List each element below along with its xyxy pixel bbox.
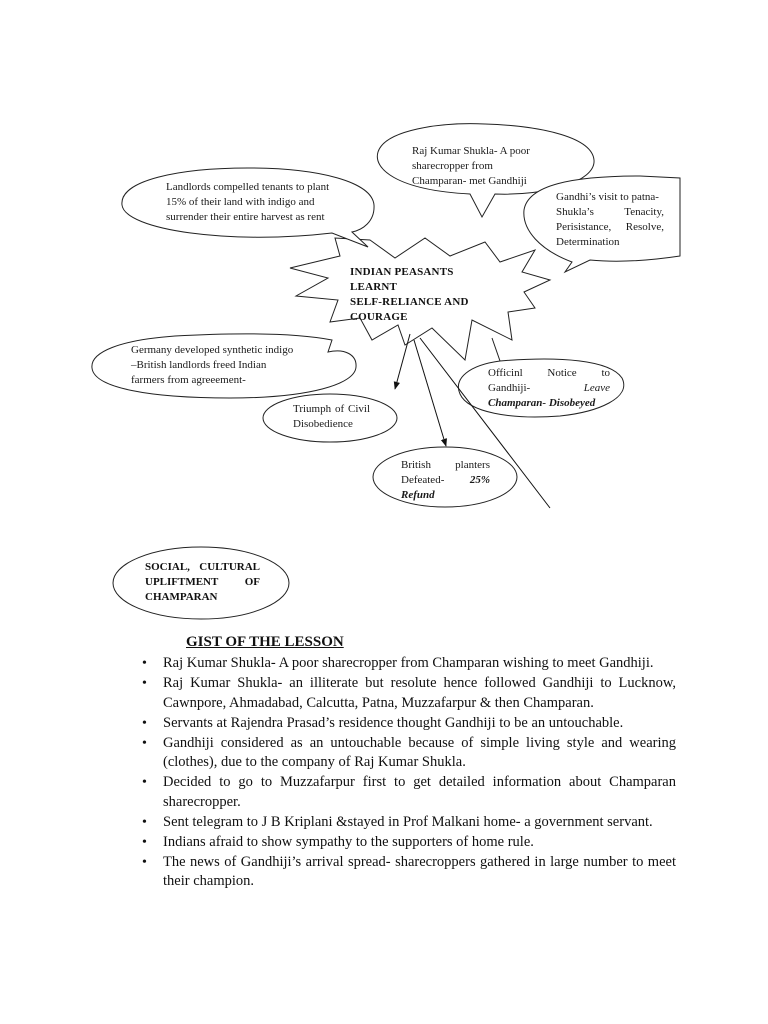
- gist-title: GIST OF THE LESSON: [186, 634, 344, 650]
- planters-bubble-text: [401, 458, 490, 503]
- social-line-1: SOCIAL, CULTURAL: [145, 561, 260, 573]
- notice-line-3: Champaran- Disobeyed: [488, 397, 596, 409]
- arrow-to-triumph: [395, 334, 410, 389]
- notice-line-1: Officinl Notice to: [488, 367, 610, 379]
- shukla-line-3: Champaran- met Gandhiji: [412, 175, 527, 187]
- gist-item: • Servants at Rajendra Prasad’s residence thought Gandhiji to be an untouchable.: [138, 714, 676, 734]
- gist-item: • The news of Gandhiji’s arrival spread- sharecroppers gathered in large number to meet their champion.: [138, 853, 676, 892]
- patna-line-2: Shukla’s Tenacity,: [556, 206, 664, 218]
- gist-item: • Gandhiji considered as an untouchable because of simple living style and wearing (clothes), due to the company of Raj Kumar Shukla.: [138, 734, 676, 773]
- patna-bubble-text: [556, 190, 664, 250]
- patna-line-4: Determination: [556, 236, 620, 248]
- landlords-line-2: 15% of their land with indigo and: [166, 196, 315, 208]
- shukla-bubble-text: [412, 144, 562, 189]
- notice-line-2: [488, 381, 610, 396]
- planters-line-2: [401, 473, 490, 488]
- notice-bubble-text: [488, 366, 610, 411]
- triumph-bubble-text: [293, 402, 370, 432]
- gist-item: • Sent telegram to J B Kriplani &stayed in Prof Malkani home- a government servant.: [138, 813, 676, 833]
- patna-line-3: Perisistance, Resolve,: [556, 221, 664, 233]
- planters-line-3: Refund: [401, 489, 435, 501]
- shukla-line-2: sharecropper from: [412, 160, 493, 172]
- notice-line-2a: Gandhiji-: [488, 382, 531, 394]
- social-bubble-text: [145, 560, 260, 605]
- gist-list: [138, 654, 676, 892]
- planters-line-1: British planters: [401, 459, 490, 471]
- germany-line-3: farmers from agreeement-: [131, 374, 246, 386]
- patna-line-1: Gandhi’s visit to patna-: [556, 191, 659, 203]
- center-line-1: INDIAN PEASANTS LEARNT: [350, 266, 454, 293]
- planters-line-2a: Defeated-: [401, 474, 445, 486]
- social-line-2: UPLIFTMENT OF: [145, 576, 260, 588]
- landlords-line-3: surrender their entire harvest as rent: [166, 211, 325, 223]
- triumph-line-2: Disobedience: [293, 418, 353, 430]
- gist-item: • Raj Kumar Shukla- A poor sharecropper from Champaran wishing to meet Gandhiji.: [138, 654, 676, 674]
- shukla-line-1: Raj Kumar Shukla- A poor: [412, 145, 530, 157]
- landlords-line-1: Landlords compelled tenants to plant: [166, 181, 330, 193]
- germany-line-1: Germany developed synthetic indigo: [131, 344, 294, 356]
- germany-line-2: –British landlords freed Indian: [131, 359, 267, 371]
- gist-item: • Indians afraid to show sympathy to the supporters of home rule.: [138, 833, 676, 853]
- gist-item: • Raj Kumar Shukla- an illiterate but resolute hence followed Gandhiji to Lucknow, Cawnpore, Ahmadabad, Calcutta, Patna, Muzzafarpur & then Champaran.: [138, 674, 676, 713]
- triumph-line-1: Triumph of Civil: [293, 403, 370, 415]
- planters-line-2b: 25%: [469, 474, 490, 486]
- center-line-3: COURAGE: [350, 311, 408, 323]
- gist-item: • Decided to go to Muzzafarpur first to get detailed information about Champaran sharecropper.: [138, 773, 676, 812]
- notice-line-2b: Leave: [583, 382, 610, 394]
- landlords-bubble-text: [166, 180, 366, 225]
- center-line-2: SELF-RELIANCE AND: [350, 296, 469, 308]
- arrow-to-planters: [414, 340, 446, 446]
- germany-bubble-text: [131, 343, 331, 388]
- center-starburst-text: [350, 265, 500, 325]
- social-line-3: CHAMPARAN: [145, 591, 218, 603]
